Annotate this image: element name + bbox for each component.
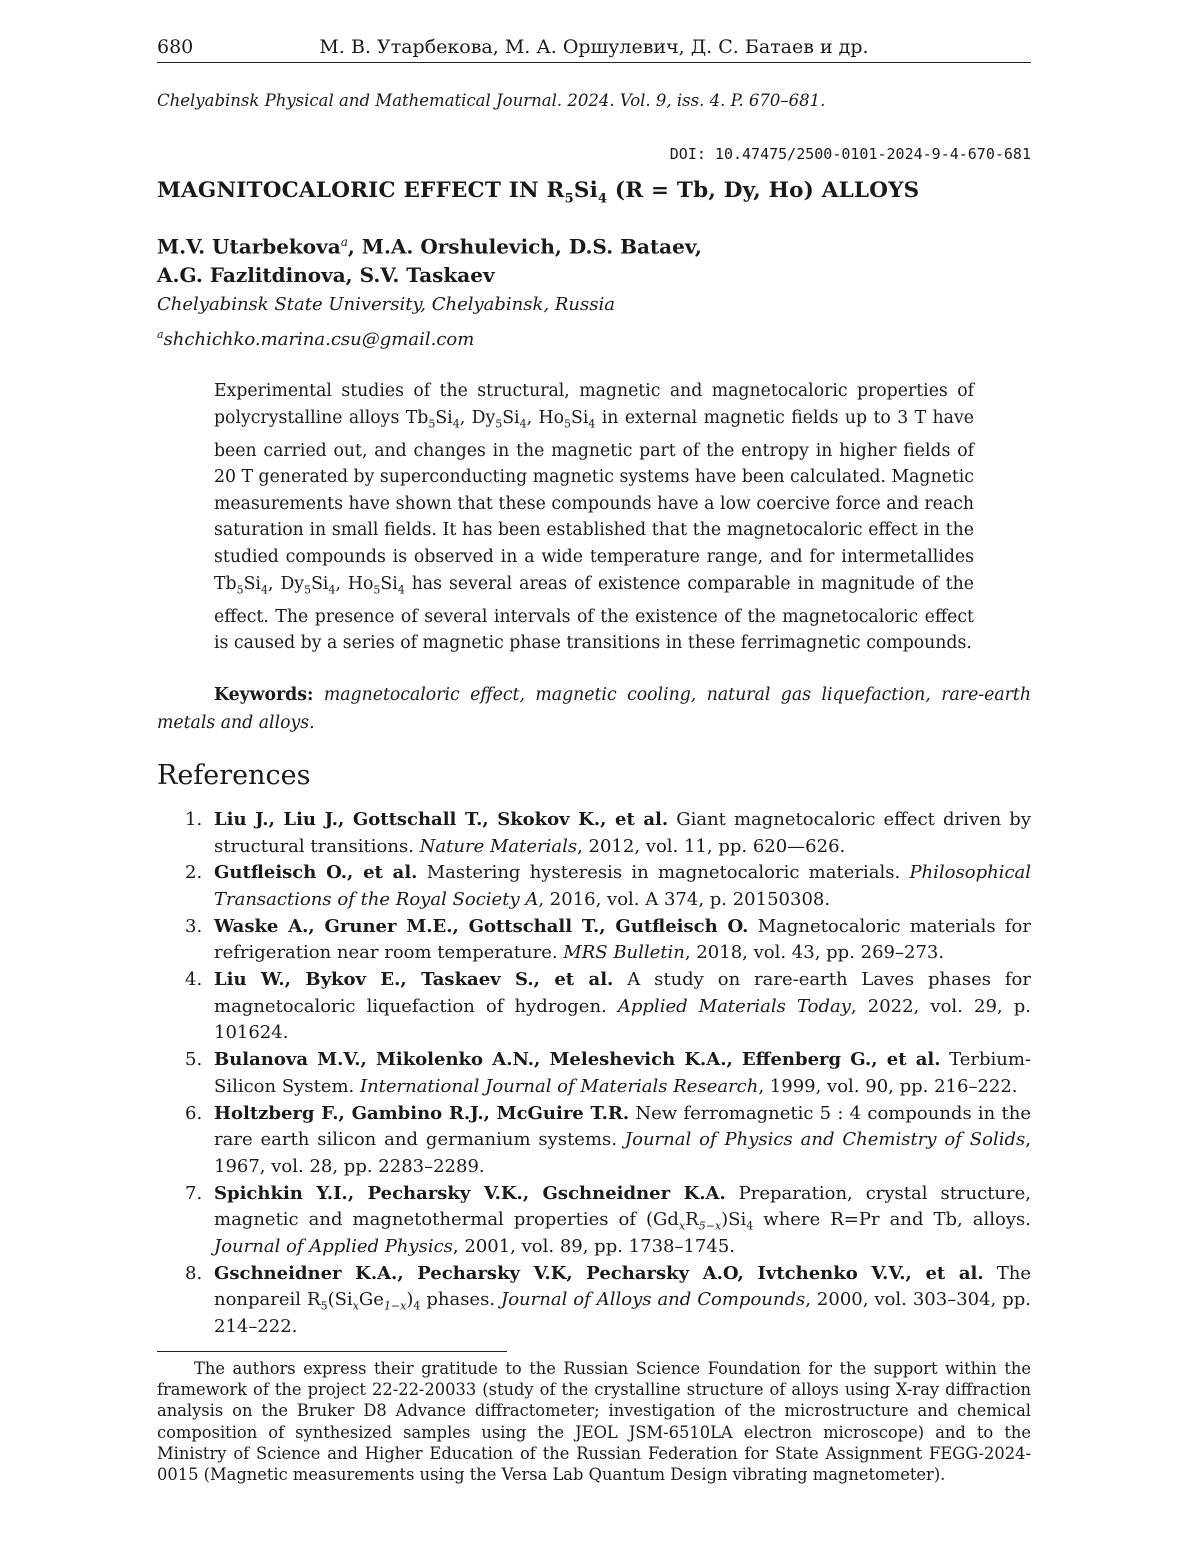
keywords-label: Keywords: (214, 684, 314, 705)
journal-citation: Chelyabinsk Physical and Mathematical Journal. 2024. Vol. 9, iss. 4. P. 670–681. (157, 91, 826, 110)
reference-item: 4. Liu W., Bykov E., Taskaev S., et al. A study on rare-earth Laves phases for magnetocaloric liquefaction of hydrogen. Applied Materials Today, 2022, vol. 29, p. 101624. (185, 969, 1032, 1044)
author-list (157, 228, 1031, 289)
author-email: $^a$shchichko.marina.csu@gmail.com (157, 327, 475, 350)
running-head-authors: М. В. Утарбекова, М. А. Оршулевич, Д. С. Батаев и др. (319, 36, 869, 58)
funding-footnote: The authors express their gratitude to the Russian Science Foundation for the support within the framework of the project 22-22-20033 (study of the crystalline structure of alloys using X-ray diffraction analysis on the Bruker D8 Advance diffractometer; investigation of the microstructure and chemical composition of synthesized samples using the JEOL JSM-6510LA electron microscope) and to the Ministry of Science and Higher Education of the Russian Federation for State Assignment FEGG-2024-0015 (Magnetic measurements using the Versa Lab Quantum Design vibrating magnetometer). (157, 1358, 1031, 1485)
doi: DOI: 10.47475/2500-0101-2024-9-4-670-681 (669, 145, 1031, 163)
reference-list (157, 807, 1031, 1341)
reference-item: 6. Holtzberg F., Gambino R.J., McGuire T.R. New ferromagnetic 5 : 4 compounds in the rare earth silicon and germanium systems. Journal of Physics and Chemistry of Solids, 1967, vol. 28, pp. 2283–2289. (185, 1102, 1031, 1177)
author-line-1: M.V. Utarbekova$^a$, M.A. Orshulevich, D.S. Bataev, (157, 234, 702, 259)
reference-item: 8. Gschneidner K.A., Pecharsky V.K, Pecharsky A.O, Ivtchenko V.V., et al. The nonpareil $R_5(Si_xGe_{1-x})_4$ phases. Journal of Alloys and Compounds, 2000, vol. 303–304, pp. 214–222. (185, 1262, 1031, 1338)
references-heading: References (157, 759, 311, 791)
reference-item: 2. Gutfleisch O., et al. Mastering hysteresis in magnetocaloric materials. Philosophical Transactions of the Royal Society A, 2016, vol. A 374, p. 20150308. (185, 862, 1032, 910)
footnote-rule (157, 1351, 507, 1352)
running-head (157, 30, 1031, 63)
keywords-text: magnetocaloric effect, magnetic cooling, natural gas liquefaction, rare-earth metals and alloys. (157, 684, 1032, 733)
reference-item: 7. Spichkin Y.I., Pecharsky V.K., Gschneidner K.A. Preparation, crystal structure, magnetic and magnetothermal properties of $(Gd_xR_{5-x})Si_4$ where R=Pr and Tb, alloys. Journal of Applied Physics, 2001, vol. 89, pp. 1738–1745. (185, 1182, 1032, 1258)
reference-item: 5. Bulanova M.V., Mikolenko A.N., Meleshevich K.A., Effenberg G., et al. Terbium-Silicon System. International Journal of Materials Research, 1999, vol. 90, pp. 216–222. (185, 1049, 1032, 1097)
reference-item: 1. Liu J., Liu J., Gottschall T., Skokov K., et al. Giant magnetocaloric effect driven by structural transitions. Nature Materials, 2012, vol. 11, pp. 620—626. (185, 808, 1031, 857)
paper-page (157, 30, 1031, 1486)
keywords (157, 681, 1031, 737)
page-number: 680 (157, 36, 194, 58)
author-line-2: A.G. Fazlitdinova, S.V. Taskaev (157, 262, 495, 287)
reference-item: 3. Waske A., Gruner M.E., Gottschall T., Gutfleisch O. Magnetocaloric materials for refrigeration near room temperature. MRS Bulletin, 2018, vol. 43, pp. 269–273. (185, 915, 1031, 964)
affiliation: Chelyabinsk State University, Chelyabinsk, Russia (157, 293, 615, 315)
abstract: Experimental studies of the structural, magnetic and magnetocaloric properties of polycrystalline alloys $Tb_5Si_4$, $Dy_5Si_4$, $Ho_5Si_4$ in external magnetic fields up to 3 T have been carried out, and changes in the magnetic part of the entropy in higher fields of 20 T generated by superconducting magnetic systems have been calculated. Magnetic measurements have shown that these compounds have a low coercive force and reach saturation in small fields. It has been established that the magnetocaloric effect in the studied compounds is observed in a wide temperature range, and for intermetallides $Tb_5Si_4$, $Dy_5Si_4$, $Ho_5Si_4$ has several areas of existence comparable in magnitude of the effect. The presence of several intervals of the existence of the magnetocaloric effect is caused by a series of magnetic phase transitions in these ferrimagnetic compounds. (214, 380, 974, 654)
paper-title: MAGNITOCALORIC EFFECT IN $R_5Si_4$ (R = Tb, Dy, Ho) ALLOYS (157, 178, 920, 207)
